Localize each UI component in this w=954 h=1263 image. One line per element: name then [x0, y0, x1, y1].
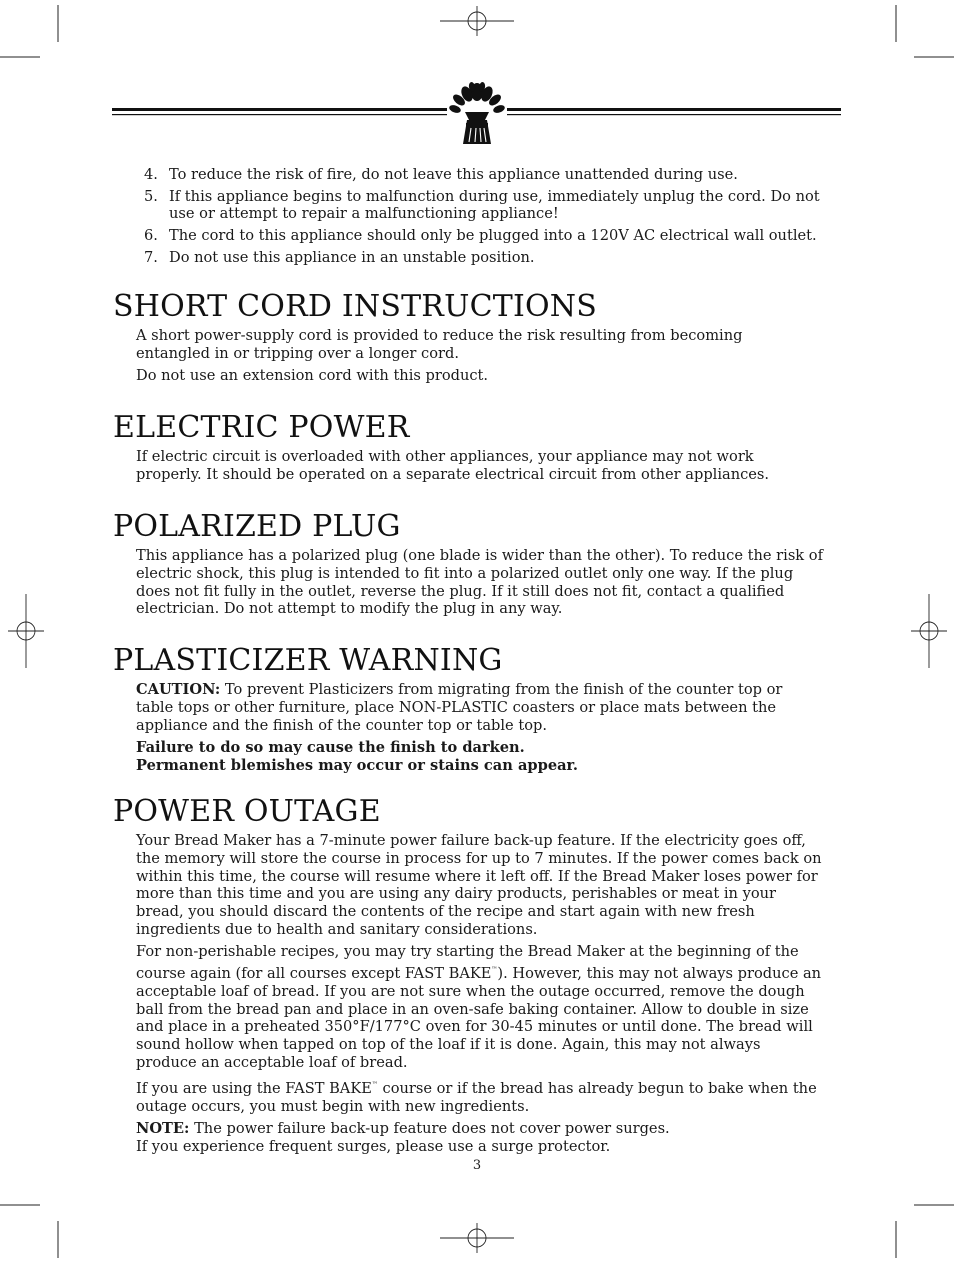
list-number: 5. — [144, 187, 158, 205]
section-title: SHORT CORD INSTRUCTIONS — [113, 289, 597, 324]
trademark-symbol: ™ — [491, 966, 498, 974]
text-run: course or if the bread has already begun to bake when the outage occurs, you must begin with new ingredients. — [136, 1080, 817, 1116]
caution-label: CAUTION: — [136, 681, 221, 698]
section-electric-power — [113, 411, 823, 488]
section-short-cord — [113, 290, 823, 389]
list-item — [144, 188, 824, 224]
section-power-outage — [113, 795, 823, 1156]
list-item — [144, 249, 824, 267]
section-polarized-plug — [113, 510, 823, 623]
page-number: 3 — [472, 1158, 482, 1173]
list-text: To reduce the risk of fire, do not leave this appliance unattended during use. — [169, 166, 738, 183]
list-item — [144, 166, 824, 184]
trademark-symbol: ™ — [371, 1081, 378, 1089]
note-text: The power failure back-up feature does not cover power surges. — [189, 1120, 670, 1138]
warning-line — [136, 757, 823, 775]
warning-text: Permanent blemishes may occur or stains can appear. — [136, 756, 578, 774]
list-number: 7. — [144, 248, 158, 266]
section-title: ELECTRIC POWER — [113, 410, 410, 445]
text-run: ). However, this may not always produce an acceptable loaf of bread. If you are not sure when the outage occurred, remove the dough ball from the bread pan and place in an oven-safe baking container. Allow to double in size and place in a preheated 350°F/177°C oven for 30-45 minutes or until done. The bread will sound hollow when tapped on top of the loaf if it is done. Again, this may not always produce an acceptable loaf of bread. — [136, 965, 822, 1072]
paragraph: This appliance has a polarized plug (one blade is wider than the other). To reduce the risk of electric shock, this plug is intended to fit into a polarized outlet only one way. If the plug does not fit fully in the outlet, reverse the plug. If it still does not fit, contact a qualified electrician. Do not attempt to modify the plug in any way. — [136, 547, 823, 618]
warning-text: Failure to do so may cause the finish to darken. — [136, 738, 525, 756]
text-run: If you are using the FAST BAKE — [136, 1080, 372, 1098]
registration-mark-bottom — [440, 1223, 514, 1253]
section-title: POLARIZED PLUG — [113, 509, 401, 544]
registration-mark-top — [440, 6, 514, 36]
paragraph — [136, 943, 823, 1072]
caution-paragraph — [136, 681, 823, 734]
registration-mark-right — [911, 594, 947, 668]
paragraph: If you experience frequent surges, please use a surge protector. — [136, 1138, 611, 1156]
safety-list — [144, 166, 824, 270]
wheat-sheaf-icon — [445, 82, 509, 148]
list-number: 6. — [144, 226, 158, 244]
section-title: PLASTICIZER WARNING — [113, 643, 503, 678]
paragraph: If electric circuit is overloaded with other appliances, your appliance may not work properly. It should be operated on a separate electrical circuit from other appliances. — [136, 448, 770, 483]
list-item — [144, 227, 824, 245]
list-text: If this appliance begins to malfunction during use, immediately unplug the cord. Do not use or attempt to repair a malfunctioning appliance! — [169, 187, 820, 223]
registration-mark-left — [8, 594, 44, 668]
paragraph: Your Bread Maker has a 7-minute power failure back-up feature. If the electricity goes off, the memory will store the course in process for up to 7 minutes. If the power comes back on within this time, the course will resume where it left off. If the Bread Maker loses power for more than this time and you are using any dairy products, perishables or meat in your bread, you should discard the contents of the recipe and start again with new fresh ingredients due to health and sanitary considerations. — [136, 832, 822, 938]
paragraph — [136, 1076, 823, 1116]
note-label: NOTE: — [136, 1120, 190, 1138]
list-number: 4. — [144, 166, 158, 183]
list-text: The cord to this appliance should only be plugged into a 120V AC electrical wall outlet. — [169, 226, 817, 244]
list-text: Do not use this appliance in an unstable position. — [169, 248, 535, 266]
section-plasticizer-warning — [113, 644, 823, 774]
note-paragraph — [136, 1120, 823, 1138]
warning-line — [136, 739, 823, 757]
text-run: For non-perishable recipes, you may try starting the Bread Maker at the beginning of the course again (for all courses except FAST BAKE — [136, 943, 799, 983]
section-title: POWER OUTAGE — [113, 794, 381, 829]
paragraph: Do not use an extension cord with this product. — [136, 367, 489, 385]
paragraph: A short power-supply cord is provided to reduce the risk resulting from becoming entangled in or tripping over a longer cord. — [136, 327, 743, 362]
caution-text: To prevent Plasticizers from migrating from the finish of the counter top or table tops or other furniture, place NON-PLASTIC coasters or place mats between the appliance and the finish of the counter top or table top. — [136, 681, 783, 734]
